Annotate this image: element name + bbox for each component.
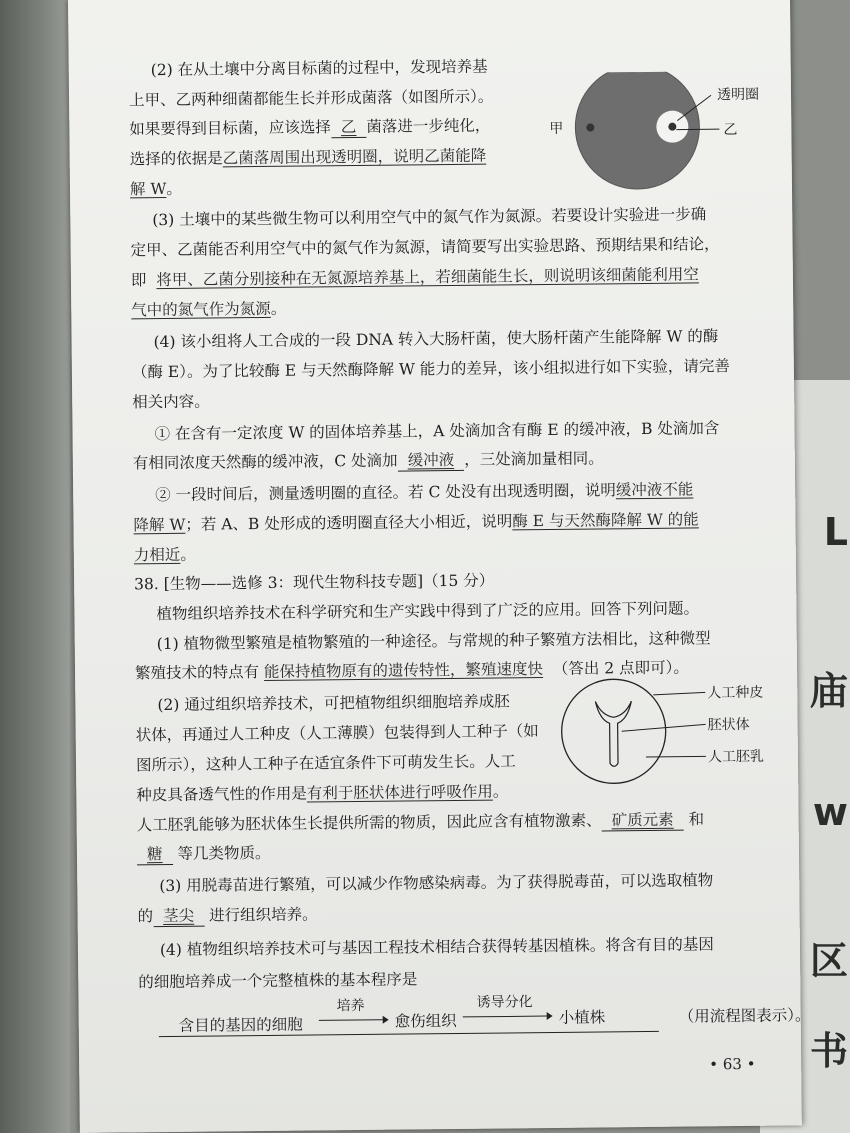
answer-text: 解 W bbox=[129, 179, 167, 199]
flow-arrow-1-label: 培养 bbox=[336, 997, 365, 1015]
page-number: • 63 • bbox=[709, 1054, 756, 1074]
label-b: 乙 bbox=[723, 121, 738, 139]
flow-note: （用流程图表示）。 bbox=[678, 1006, 811, 1026]
q37-p2-line5: 解 W。 bbox=[129, 179, 182, 199]
flow-arrow-2-label: 诱导分化 bbox=[476, 994, 533, 1011]
q37-p4-line3: 相关内容。 bbox=[132, 392, 210, 412]
artificial-seed-figure bbox=[555, 671, 796, 794]
flow-step-3: 小植株 bbox=[558, 1008, 606, 1027]
q37-p3-line4: 气中的氮气作为氮源。 bbox=[131, 299, 287, 320]
side-mark: 庙 bbox=[809, 669, 848, 713]
q38-p1-line2: 繁殖技术的特点有 能保持植物原有的遗传特性，繁殖速度快 （答出 2 点即可）。 bbox=[134, 658, 689, 683]
q37-p2-line2: 上甲、乙两种细菌都能生长并形成菌落（如图所示）。 bbox=[128, 87, 494, 110]
label-endosperm: 人工胚乳 bbox=[707, 748, 765, 766]
answer-text: 将甲、乙菌分别接种在无氮源培养基上，若细菌能生长，则说明该细菌能利用空 bbox=[156, 265, 699, 290]
label-seed-coat: 人工种皮 bbox=[707, 684, 764, 702]
answer-text: 力相近 bbox=[133, 545, 181, 565]
answer-blank: 矿质元素 bbox=[602, 810, 684, 832]
answer-text: 酶 E 与天然酶降解 W 的能 bbox=[512, 510, 699, 531]
q38-heading: 38. [生物——选修 3：现代生物科技专题]（15 分） bbox=[134, 571, 495, 594]
label-clear-zone: 透明圈 bbox=[716, 86, 760, 104]
q38-p2-line2: 状体，再通过人工种皮（人工薄膜）包装得到人工种子（如 bbox=[135, 722, 539, 745]
q37-p4-line1: (4) 该小组将人工合成的一段 DNA 转入大肠杆菌，使大肠杆菌产生能降解 W 的酶 bbox=[153, 327, 719, 352]
q38-p2-line6: 糖 等几类物质。 bbox=[137, 842, 271, 865]
q37-s2-line1: ② 一段时间后，测量透明圈的直径。若 C 处没有出现透明圈，说明缓冲液不能 bbox=[155, 480, 694, 505]
seed-coat bbox=[561, 679, 666, 784]
q37-p2-line1: (2) 在从土壤中分离目标菌的过程中，发现培养基 bbox=[150, 57, 488, 80]
answer-blank: 糖 bbox=[137, 844, 173, 865]
q38-p4-line1: (4) 植物组织培养技术可与基因工程技术相结合获得转基因植株。将含有目的基因 bbox=[159, 935, 714, 960]
flowchart bbox=[158, 992, 811, 1043]
q37-p3-line2: 定甲、乙菌能否利用空气中的氮气作为氮源，请简要写出实验思路、预期结果和结论， bbox=[130, 235, 720, 260]
side-mark: w bbox=[812, 790, 848, 834]
q37-s2-line3: 力相近。 bbox=[133, 545, 196, 565]
answer-blank: 乙 bbox=[331, 117, 367, 138]
petri-dish-figure bbox=[487, 71, 778, 204]
left-page-edge bbox=[0, 0, 70, 1133]
label-embryo: 胚状体 bbox=[707, 716, 750, 734]
q38-p3-line2: 的 茎尖 进行组织培养。 bbox=[137, 905, 318, 926]
q37-s2-line2: 降解 W；若 A、B 处形成的透明圈直径大小相近，说明酶 E 与天然酶降解 W 的能 bbox=[133, 510, 699, 535]
q37-p2-line4: 选择的依据是乙菌落周围出现透明圈，说明乙菌能降 bbox=[129, 146, 487, 169]
embryo bbox=[595, 701, 632, 766]
answer-text: 能保持植物原有的遗传特性，繁殖速度快 bbox=[263, 660, 544, 681]
q38-p2-line3: 图所示），这种人工种子在适宜条件下可萌发生长。人工 bbox=[135, 752, 516, 775]
q37-p3-line1: (3) 土壤中的某些微生物可以利用空气中的氮气作为氮源。若要设计实验进一步确 bbox=[152, 205, 707, 230]
q38-intro: 植物组织培养技术在科学研究和生产实践中得到了广泛的应用。回答下列问题。 bbox=[156, 599, 700, 624]
flow-step-2: 愈伤组织 bbox=[394, 1011, 457, 1031]
q37-p2-line3: 如果要得到目标菌，应该选择 乙 菌落进一步纯化， bbox=[129, 116, 491, 139]
answer-text: 气中的氮气作为氮源 bbox=[131, 299, 271, 320]
q38-p4-line2: 的细胞培养成一个完整植株的基本程序是 bbox=[138, 970, 418, 992]
answer-text: 降解 W bbox=[133, 515, 186, 535]
flow-step-1: 含目的基因的细胞 bbox=[178, 1015, 303, 1035]
label-a: 甲 bbox=[549, 120, 564, 137]
q38-p2-line1: (2) 通过组织培养技术，可把植物组织细胞培养成胚 bbox=[157, 692, 510, 715]
answer-text: 有利于胚状体进行呼吸作用 bbox=[306, 782, 493, 803]
q38-p1-line1: (1) 植物微型繁殖是植物繁殖的一种途径。与常规的种子繁殖方法相比，这种微型 bbox=[156, 629, 711, 654]
q38-p3-line1: (3) 用脱毒苗进行繁殖，可以减少作物感染病毒。为了获得脱毒苗，可以选取植物 bbox=[159, 871, 714, 896]
answer-blank: 茎尖 bbox=[153, 906, 204, 928]
q38-p2-line4: 种皮具备透气性的作用是有利于胚状体进行呼吸作用。 bbox=[136, 782, 509, 805]
answer-text: 乙菌落周围出现透明圈，说明乙菌能降 bbox=[222, 146, 487, 168]
side-mark: L bbox=[823, 510, 848, 554]
textbook-page bbox=[68, 0, 811, 1133]
q37-p3-line3: 即 将甲、乙菌分别接种在无氮源培养基上，若细菌能生长，则说明该细菌能利用空 bbox=[130, 265, 699, 290]
answer-text: 缓冲液不能 bbox=[615, 480, 694, 500]
q37-s1-line2: 有相同浓度天然酶的缓冲液，C 处滴加 缓冲液 ，三处滴加量相同。 bbox=[132, 449, 604, 473]
answer-blank: 缓冲液 bbox=[398, 450, 465, 472]
side-mark: 区 bbox=[809, 939, 848, 983]
side-mark: 书 bbox=[809, 1029, 848, 1073]
arrow-icon bbox=[319, 1013, 389, 1028]
q38-p2-line5: 人工胚乳能够为胚状体生长提供所需的物质，因此应含有植物激素、 矿质元素 和 bbox=[136, 810, 705, 835]
q37-s1-line1: ① 在含有一定浓度 W 的固体培养基上，A 处滴加含有酶 E 的缓冲液，B 处滴加含 bbox=[154, 419, 720, 444]
q37-p4-line2: （酶 E）。为了比较酶 E 与天然酶降解 W 能力的差异，该小组拟进行如下实验，请完善 bbox=[131, 357, 730, 382]
arrow-icon bbox=[463, 1009, 553, 1024]
